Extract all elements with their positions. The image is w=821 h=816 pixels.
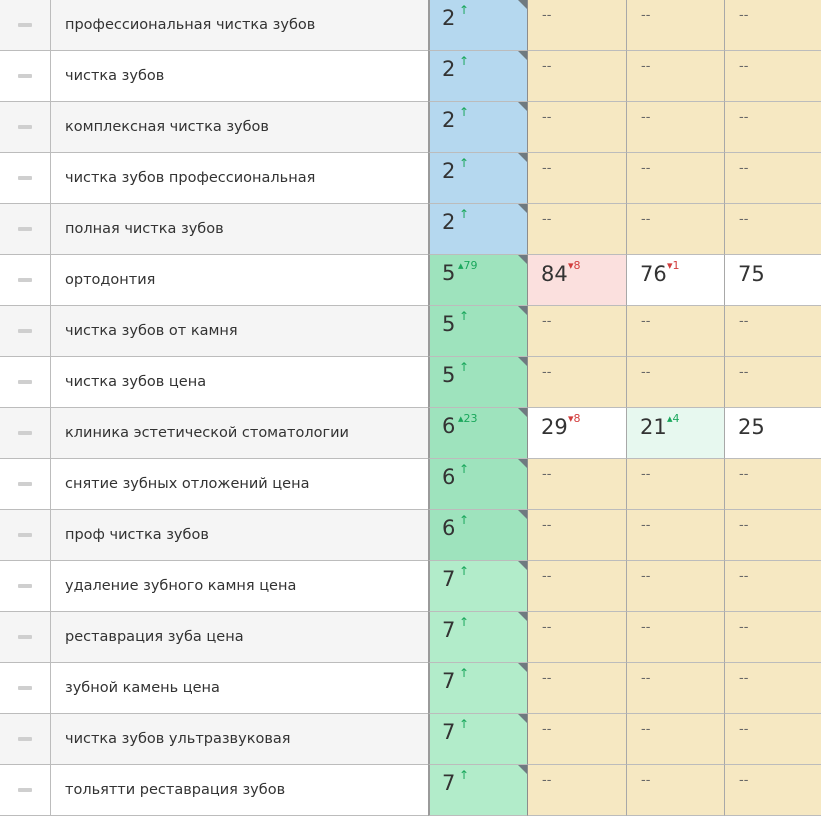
position-value: 6 — [442, 516, 456, 540]
table-row — [0, 0, 821, 51]
table-row — [0, 204, 821, 255]
position-cell[interactable] — [428, 51, 528, 102]
history-cell[interactable] — [725, 51, 821, 102]
history-cell[interactable] — [627, 663, 725, 714]
history-value: -- — [641, 620, 651, 635]
keyword-cell — [51, 357, 428, 408]
history-value: -- — [542, 467, 552, 482]
row-handle-cell[interactable] — [0, 51, 51, 102]
position-value: 7 — [442, 567, 456, 591]
drag-handle-icon[interactable] — [18, 125, 32, 129]
table-row — [0, 102, 821, 153]
corner-marker-icon — [518, 204, 527, 213]
keyword-cell — [51, 561, 428, 612]
arrow-up-icon: ↑ — [459, 717, 470, 731]
keyword-cell — [51, 102, 428, 153]
arrow-up-icon: ↑ — [459, 564, 470, 578]
arrow-up-icon: ↑ — [459, 360, 470, 374]
keyword-cell — [51, 612, 428, 663]
keyword-cell — [51, 714, 428, 765]
row-handle-cell[interactable] — [0, 0, 51, 51]
history-cell[interactable] — [627, 714, 725, 765]
keyword-cell — [51, 51, 428, 102]
keyword-text: чистка зубов от камня — [65, 322, 238, 339]
arrow-up-icon: ↑ — [459, 462, 470, 476]
keyword-cell — [51, 408, 428, 459]
table-row — [0, 255, 821, 306]
row-handle-cell[interactable] — [0, 204, 51, 255]
history-cell[interactable] — [528, 306, 627, 357]
corner-marker-icon — [518, 0, 527, 9]
keyword-text: полная чистка зубов — [65, 220, 224, 237]
history-value: -- — [542, 722, 552, 737]
keyword-text: чистка зубов цена — [65, 373, 207, 390]
history-cell[interactable] — [627, 204, 725, 255]
history-value: -- — [739, 365, 749, 380]
position-value: 2 — [442, 159, 456, 183]
keyword-text: реставрация зуба цена — [65, 628, 244, 645]
table-row — [0, 714, 821, 765]
history-value: -- — [542, 569, 552, 584]
history-cell[interactable] — [725, 102, 821, 153]
row-handle-cell[interactable] — [0, 663, 51, 714]
corner-marker-icon — [518, 102, 527, 111]
row-handle-cell[interactable] — [0, 357, 51, 408]
history-value: -- — [542, 773, 552, 788]
position-value: 5 — [442, 363, 456, 387]
position-value: 2 — [442, 108, 456, 132]
row-handle-cell[interactable] — [0, 765, 51, 816]
arrow-up-icon: ↑ — [459, 207, 470, 221]
table-row — [0, 306, 821, 357]
row-handle-cell[interactable] — [0, 612, 51, 663]
corner-marker-icon — [518, 306, 527, 315]
history-value: -- — [542, 59, 552, 74]
history-value: 84 — [541, 262, 568, 286]
position-value: 5 — [442, 261, 456, 285]
position-value: 5 — [442, 312, 456, 336]
history-value: -- — [641, 110, 651, 125]
history-value: 75 — [738, 262, 765, 286]
position-cell[interactable] — [428, 561, 528, 612]
position-cell[interactable] — [428, 408, 528, 459]
table-row — [0, 561, 821, 612]
corner-marker-icon — [518, 561, 527, 570]
history-value: -- — [739, 8, 749, 23]
keyword-text: снятие зубных отложений цена — [65, 475, 310, 492]
history-cell[interactable] — [528, 561, 627, 612]
position-value: 2 — [442, 210, 456, 234]
keyword-cell — [51, 765, 428, 816]
position-value: 7 — [442, 669, 456, 693]
position-value: 6 — [442, 465, 456, 489]
history-cell[interactable] — [627, 0, 725, 51]
drag-handle-icon[interactable] — [18, 737, 32, 741]
history-value: 76 — [640, 262, 667, 286]
history-value: -- — [641, 212, 651, 227]
position-cell[interactable] — [428, 153, 528, 204]
history-cell[interactable] — [725, 561, 821, 612]
history-cell[interactable] — [725, 0, 821, 51]
history-cell[interactable] — [627, 408, 725, 459]
keyword-text: удаление зубного камня цена — [65, 577, 297, 594]
history-value: -- — [739, 671, 749, 686]
keyword-cell — [51, 510, 428, 561]
history-cell[interactable] — [627, 612, 725, 663]
corner-marker-icon — [518, 459, 527, 468]
keyword-text: проф чистка зубов — [65, 526, 209, 543]
history-value: -- — [641, 8, 651, 23]
arrow-up-icon: ↑ — [459, 156, 470, 170]
row-handle-cell[interactable] — [0, 510, 51, 561]
arrow-up-icon: ↑ — [459, 666, 470, 680]
history-value: -- — [641, 161, 651, 176]
history-value: -- — [542, 110, 552, 125]
history-cell[interactable] — [528, 102, 627, 153]
history-cell[interactable] — [627, 357, 725, 408]
history-cell[interactable] — [528, 765, 627, 816]
history-cell[interactable] — [528, 714, 627, 765]
history-value: -- — [641, 365, 651, 380]
position-change: ▴79 — [458, 259, 478, 272]
position-cell[interactable] — [428, 714, 528, 765]
position-cell[interactable] — [428, 255, 528, 306]
drag-handle-icon[interactable] — [18, 23, 32, 27]
history-cell[interactable] — [528, 51, 627, 102]
row-handle-cell[interactable] — [0, 153, 51, 204]
history-cell[interactable] — [627, 153, 725, 204]
corner-marker-icon — [518, 408, 527, 417]
history-value: -- — [542, 518, 552, 533]
drag-handle-icon[interactable] — [18, 74, 32, 78]
history-cell[interactable] — [528, 459, 627, 510]
history-value: -- — [641, 722, 651, 737]
drag-handle-icon[interactable] — [18, 431, 32, 435]
history-value: 21 — [640, 415, 667, 439]
keyword-cell — [51, 663, 428, 714]
position-cell[interactable] — [428, 663, 528, 714]
table-row — [0, 459, 821, 510]
history-cell[interactable] — [627, 765, 725, 816]
corner-marker-icon — [518, 153, 527, 162]
history-value: -- — [739, 161, 749, 176]
history-change: ▾1 — [667, 259, 680, 272]
corner-marker-icon — [518, 255, 527, 264]
drag-handle-icon[interactable] — [18, 584, 32, 588]
history-change: ▴4 — [667, 412, 680, 425]
keyword-text: зубной камень цена — [65, 679, 220, 696]
position-value: 6 — [442, 414, 456, 438]
history-value: -- — [542, 671, 552, 686]
history-cell[interactable] — [627, 510, 725, 561]
keyword-cell — [51, 306, 428, 357]
history-cell[interactable] — [725, 357, 821, 408]
history-cell[interactable] — [725, 204, 821, 255]
table-row — [0, 765, 821, 816]
drag-handle-icon[interactable] — [18, 788, 32, 792]
history-cell[interactable] — [725, 714, 821, 765]
position-cell[interactable] — [428, 204, 528, 255]
corner-marker-icon — [518, 51, 527, 60]
history-cell[interactable] — [528, 0, 627, 51]
history-cell[interactable] — [725, 612, 821, 663]
history-change: ▾8 — [568, 259, 581, 272]
history-cell[interactable] — [725, 459, 821, 510]
history-value: -- — [542, 365, 552, 380]
position-cell[interactable] — [428, 510, 528, 561]
drag-handle-icon[interactable] — [18, 482, 32, 486]
history-cell[interactable] — [528, 153, 627, 204]
history-value: -- — [739, 467, 749, 482]
history-value: -- — [542, 161, 552, 176]
history-cell[interactable] — [725, 153, 821, 204]
history-cell[interactable] — [725, 765, 821, 816]
row-handle-cell[interactable] — [0, 408, 51, 459]
history-cell[interactable] — [528, 510, 627, 561]
position-cell[interactable] — [428, 357, 528, 408]
corner-marker-icon — [518, 765, 527, 774]
history-cell[interactable] — [627, 51, 725, 102]
history-value: -- — [542, 8, 552, 23]
history-value: -- — [542, 212, 552, 227]
corner-marker-icon — [518, 714, 527, 723]
position-cell[interactable] — [428, 102, 528, 153]
history-cell[interactable] — [627, 561, 725, 612]
keyword-cell — [51, 0, 428, 51]
position-cell[interactable] — [428, 612, 528, 663]
table-row — [0, 357, 821, 408]
history-value: -- — [739, 314, 749, 329]
row-handle-cell[interactable] — [0, 255, 51, 306]
keyword-text: чистка зубов профессиональная — [65, 169, 316, 186]
position-value: 7 — [442, 771, 456, 795]
drag-handle-icon[interactable] — [18, 686, 32, 690]
history-value: -- — [641, 59, 651, 74]
keyword-text: чистка зубов — [65, 67, 165, 84]
keyword-text: профессиональная чистка зубов — [65, 16, 316, 33]
arrow-up-icon: ↑ — [459, 513, 470, 527]
history-value: -- — [641, 518, 651, 533]
keyword-cell — [51, 459, 428, 510]
keyword-text: чистка зубов ультразвуковая — [65, 730, 291, 747]
history-value: 29 — [541, 415, 568, 439]
keyword-cell — [51, 153, 428, 204]
history-cell[interactable] — [528, 612, 627, 663]
history-cell[interactable] — [627, 306, 725, 357]
drag-handle-icon[interactable] — [18, 380, 32, 384]
row-handle-cell[interactable] — [0, 306, 51, 357]
table-row — [0, 51, 821, 102]
history-value: -- — [641, 314, 651, 329]
keyword-cell — [51, 255, 428, 306]
table-row — [0, 510, 821, 561]
arrow-up-icon: ↑ — [459, 309, 470, 323]
history-value: -- — [739, 569, 749, 584]
history-value: -- — [739, 59, 749, 74]
drag-handle-icon[interactable] — [18, 227, 32, 231]
history-value: -- — [739, 518, 749, 533]
history-cell[interactable] — [528, 255, 627, 306]
position-value: 2 — [442, 57, 456, 81]
history-change: ▾8 — [568, 412, 581, 425]
table-row — [0, 408, 821, 459]
arrow-up-icon: ↑ — [459, 615, 470, 629]
keyword-text: комплексная чистка зубов — [65, 118, 269, 135]
corner-marker-icon — [518, 510, 527, 519]
drag-handle-icon[interactable] — [18, 329, 32, 333]
corner-marker-icon — [518, 357, 527, 366]
corner-marker-icon — [518, 612, 527, 621]
drag-handle-icon[interactable] — [18, 533, 32, 537]
drag-handle-icon[interactable] — [18, 278, 32, 282]
history-value: -- — [542, 620, 552, 635]
position-value: 2 — [442, 6, 456, 30]
arrow-up-icon: ↑ — [459, 3, 470, 17]
position-value: 7 — [442, 618, 456, 642]
table-row — [0, 153, 821, 204]
history-value: -- — [739, 773, 749, 788]
history-value: -- — [641, 569, 651, 584]
keyword-text: клиника эстетической стоматологии — [65, 424, 349, 441]
table-row — [0, 663, 821, 714]
arrow-up-icon: ↑ — [459, 54, 470, 68]
position-cell[interactable] — [428, 0, 528, 51]
drag-handle-icon[interactable] — [18, 635, 32, 639]
history-cell[interactable] — [725, 255, 821, 306]
history-cell[interactable] — [528, 408, 627, 459]
history-cell[interactable] — [627, 102, 725, 153]
position-cell[interactable] — [428, 765, 528, 816]
history-cell[interactable] — [725, 663, 821, 714]
history-cell[interactable] — [725, 306, 821, 357]
keyword-text: тольятти реставрация зубов — [65, 781, 286, 798]
history-cell[interactable] — [725, 510, 821, 561]
history-cell[interactable] — [528, 204, 627, 255]
history-cell[interactable] — [627, 255, 725, 306]
row-handle-cell[interactable] — [0, 102, 51, 153]
history-value: -- — [739, 722, 749, 737]
history-value: -- — [739, 212, 749, 227]
row-handle-cell[interactable] — [0, 459, 51, 510]
position-cell[interactable] — [428, 459, 528, 510]
history-value: -- — [739, 110, 749, 125]
arrow-up-icon: ↑ — [459, 105, 470, 119]
table-row — [0, 612, 821, 663]
history-value: -- — [739, 620, 749, 635]
position-change: ▴23 — [458, 412, 478, 425]
position-value: 7 — [442, 720, 456, 744]
history-cell[interactable] — [627, 459, 725, 510]
history-value: -- — [641, 773, 651, 788]
keyword-cell — [51, 204, 428, 255]
keyword-text: ортодонтия — [65, 271, 156, 288]
drag-handle-icon[interactable] — [18, 176, 32, 180]
history-cell[interactable] — [725, 408, 821, 459]
history-value: -- — [641, 467, 651, 482]
history-cell[interactable] — [528, 663, 627, 714]
history-value: -- — [641, 671, 651, 686]
position-cell[interactable] — [428, 306, 528, 357]
corner-marker-icon — [518, 663, 527, 672]
history-cell[interactable] — [528, 357, 627, 408]
history-value: 25 — [738, 415, 765, 439]
arrow-up-icon: ↑ — [459, 768, 470, 782]
row-handle-cell[interactable] — [0, 561, 51, 612]
row-handle-cell[interactable] — [0, 714, 51, 765]
history-value: -- — [542, 314, 552, 329]
